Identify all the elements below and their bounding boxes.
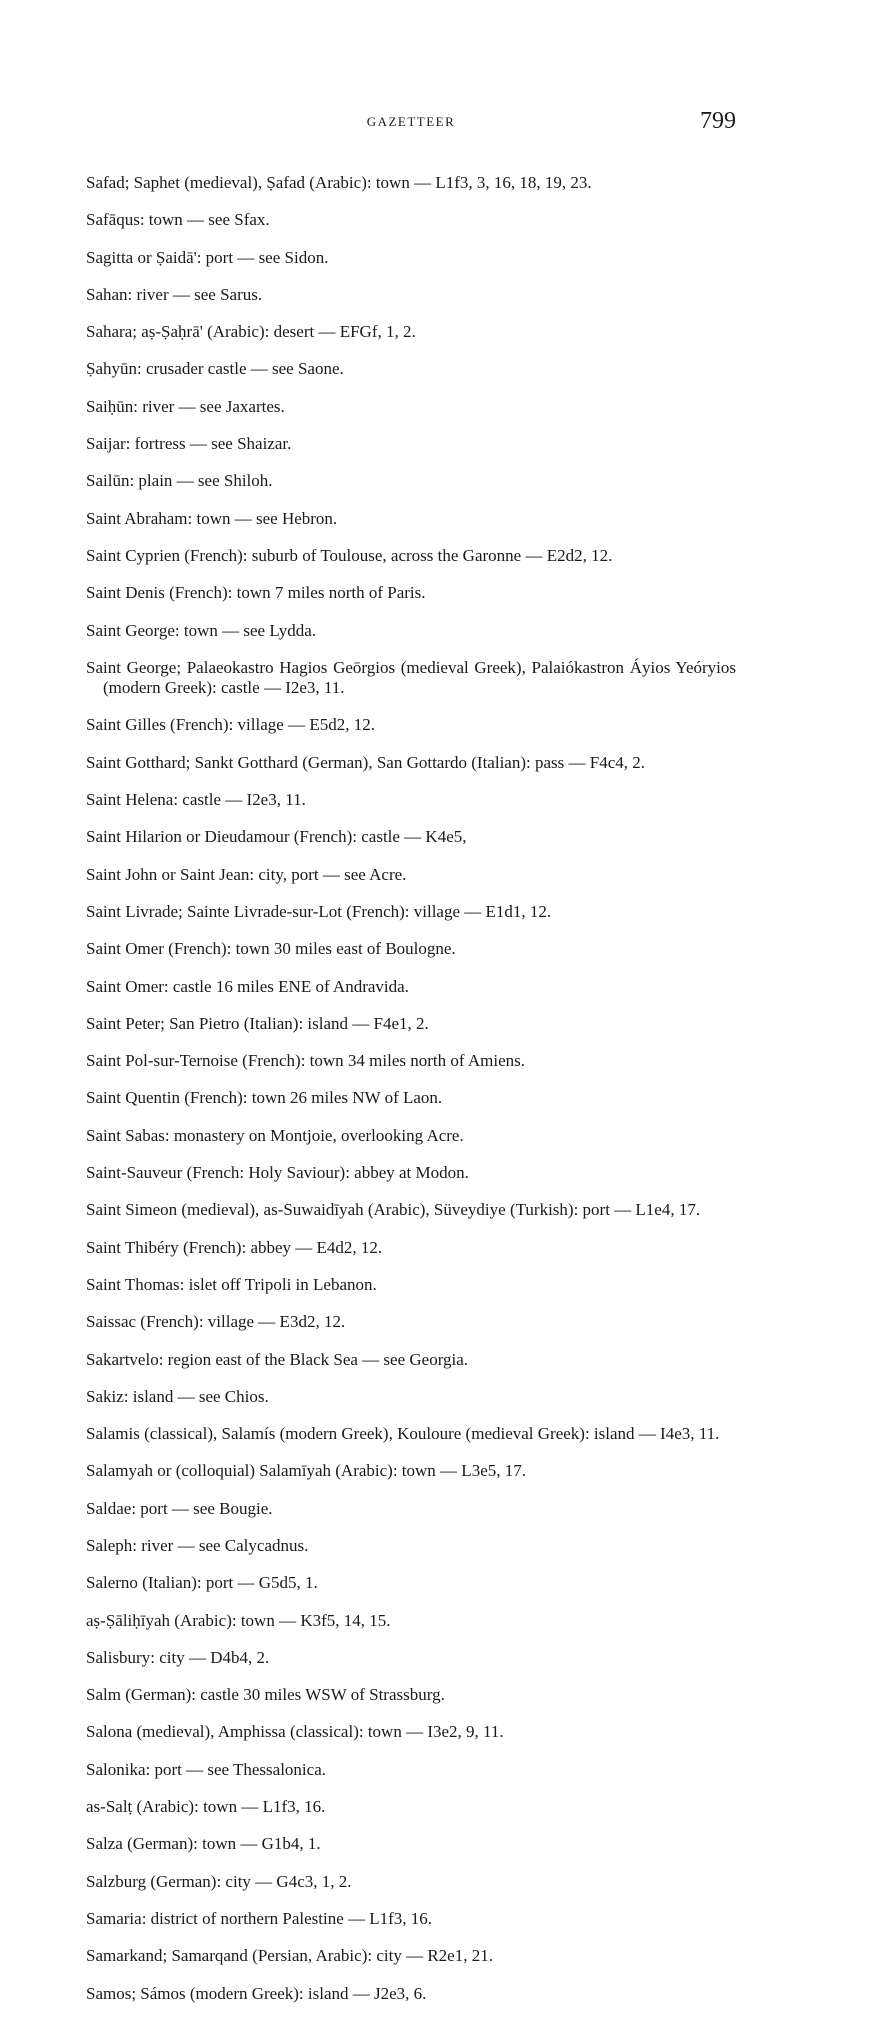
- gazetteer-entry: Saijar: fortress — see Shaizar.: [86, 434, 292, 454]
- page-header: [86, 108, 736, 138]
- gazetteer-entry: Saiḥūn: river — see Jaxartes.: [86, 396, 285, 416]
- gazetteer-entry: Salm (German): castle 30 miles WSW of Strassburg.: [86, 1685, 445, 1705]
- gazetteer-entry: Saint Simeon (medieval), as-Suwaidīyah (Arabic), Süveydiye (Turkish): port — L1e4, 17.: [86, 1200, 701, 1220]
- gazetteer-entry: Samos; Sámos (modern Greek): island — J2e3, 6.: [86, 1983, 427, 2003]
- gazetteer-entry: Saint Pol-sur-Ternoise (French): town 34 miles north of Amiens.: [86, 1051, 525, 1071]
- gazetteer-entry: Sailūn: plain — see Shiloh.: [86, 471, 273, 491]
- gazetteer-entry: Saint George: town — see Lydda.: [86, 620, 317, 640]
- gazetteer-entry: Salza (German): town — G1b4, 1.: [86, 1834, 321, 1854]
- gazetteer-entry: Samaria: district of northern Palestine — L1f3, 16.: [86, 1908, 433, 1928]
- gazetteer-entry: Saint John or Saint Jean: city, port — see Acre.: [86, 864, 407, 884]
- gazetteer-entry: Saint Abraham: town — see Hebron.: [86, 508, 338, 528]
- gazetteer-entry: Saint Thibéry (French): abbey — E4d2, 12.: [86, 1237, 383, 1257]
- gazetteer-entry: Saint Gilles (French): village — E5d2, 12.: [86, 715, 375, 735]
- gazetteer-entry: Saint Gotthard; Sankt Gotthard (German), San Gottardo (Italian): pass — F4c4, 2.: [86, 752, 645, 772]
- gazetteer-entry: Salzburg (German): city — G4c3, 1, 2.: [86, 1871, 352, 1891]
- gazetteer-entry: Saleph: river — see Calycadnus.: [86, 1535, 309, 1555]
- gazetteer-entry: Saint-Sauveur (French: Holy Saviour): abbey at Modon.: [86, 1163, 469, 1183]
- gazetteer-entry: Saldae: port — see Bougie.: [86, 1498, 273, 1518]
- gazetteer-entry: Saint Hilarion or Dieudamour (French): castle — K4e5,: [86, 827, 467, 847]
- gazetteer-entry: Salamis (classical), Salamís (modern Greek), Kouloure (medieval Greek): island — I4e3, 11.: [86, 1424, 720, 1444]
- gazetteer-entry: Saissac (French): village — E3d2, 12.: [86, 1312, 346, 1332]
- gazetteer-entry: Samarkand; Samarqand (Persian, Arabic): city — R2e1, 21.: [86, 1946, 493, 1966]
- gazetteer-entry: Saint Peter; San Pietro (Italian): island — F4e1, 2.: [86, 1013, 429, 1033]
- gazetteer-entry: Sagitta or Ṣaidā': port — see Sidon.: [86, 247, 329, 267]
- gazetteer-entry: Saint Livrade; Sainte Livrade-sur-Lot (French): village — E1d1, 12.: [86, 901, 552, 921]
- gazetteer-entry: Saint Quentin (French): town 26 miles NW of Laon.: [86, 1088, 443, 1108]
- gazetteer-entry: Salisbury: city — D4b4, 2.: [86, 1647, 270, 1667]
- gazetteer-entry: Salerno (Italian): port — G5d5, 1.: [86, 1573, 318, 1593]
- gazetteer-entry: Saint Omer: castle 16 miles ENE of Andravida.: [86, 976, 409, 996]
- gazetteer-entry: Saint Omer (French): town 30 miles east of Boulogne.: [86, 939, 456, 959]
- gazetteer-entries: [86, 156, 736, 2021]
- gazetteer-entry: Ṣahyūn: crusader castle — see Saone.: [86, 359, 344, 379]
- gazetteer-entry: Salamyah or (colloquial) Salamīyah (Arabic): town — L3e5, 17.: [86, 1461, 526, 1481]
- gazetteer-entry: Salona (medieval), Amphissa (classical): town — I3e2, 9, 11.: [86, 1722, 504, 1742]
- gazetteer-entry: Sakiz: island — see Chios.: [86, 1386, 269, 1406]
- gazetteer-entry: Saint Thomas: islet off Tripoli in Lebanon.: [86, 1274, 377, 1294]
- gazetteer-entry: Salonika: port — see Thessalonica.: [86, 1759, 326, 1779]
- gazetteer-entry: Saint Helena: castle — I2e3, 11.: [86, 790, 306, 810]
- gazetteer-entry: as-Salṭ (Arabic): town — L1f3, 16.: [86, 1797, 326, 1817]
- gazetteer-entry: Saint Sabas: monastery on Montjoie, overlooking Acre.: [86, 1125, 464, 1145]
- gazetteer-entry: Sahara; aṣ-Ṣaḥrā' (Arabic): desert — EFGf, 1, 2.: [86, 322, 416, 342]
- gazetteer-entry: Saint Denis (French): town 7 miles north of Paris.: [86, 583, 426, 603]
- gazetteer-entry: Safāqus: town — see Sfax.: [86, 210, 270, 230]
- gazetteer-entry: Safad; Saphet (medieval), Ṣafad (Arabic): town — L1f3, 3, 16, 18, 19, 23.: [86, 173, 592, 192]
- gazetteer-entry: Sahan: river — see Sarus.: [86, 284, 263, 304]
- page-number: 799: [700, 108, 736, 134]
- gazetteer-entry: Sakartvelo: region east of the Black Sea — see Georgia.: [86, 1349, 469, 1369]
- gazetteer-entry: aṣ-Ṣāliḥīyah (Arabic): town — K3f5, 14, 15.: [86, 1610, 391, 1630]
- running-head: GAZETTEER: [366, 114, 456, 129]
- gazetteer-entry: Saint George; Palaeokastro Hagios Geōrgios (medieval Greek), Palaiókastron Áyios Yeóryios (modern Greek): castle — I2e3, 11.: [86, 657, 736, 698]
- gazetteer-entry: Saint Cyprien (French): suburb of Toulouse, across the Garonne — E2d2, 12.: [86, 545, 613, 565]
